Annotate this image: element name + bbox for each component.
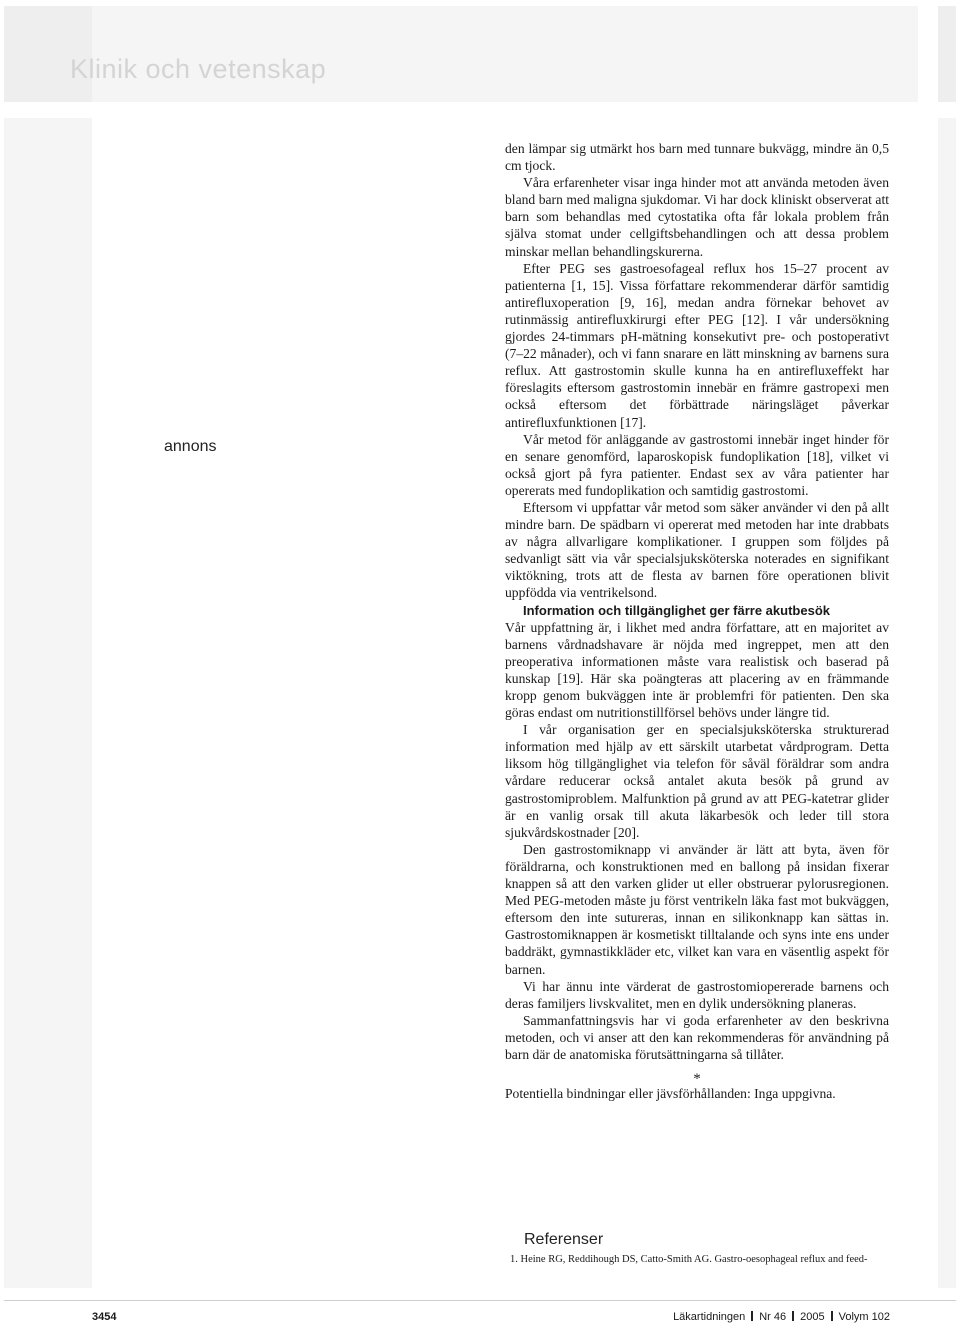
paragraph: I vår organisation ger en specialsjuksköterska strukturerad information med hjälp av ett särskilt utarbetat vårdprogram. Detta liksom hög tillgänglighet via telefon för såväl föräldrar som andra vårdare reducerar också antalet akuta besök på grund av gastrostomiproblem. Malfunktion på grund av att PEG-katetrar glider är en vanlig orsak till akuta läkarbesök och leder till stora sjukvårdskostnader [20]. — [505, 722, 889, 840]
paragraph: Sammanfattningsvis har vi goda erfarenheter av den beskrivna metoden, och vi anser att den kan rekommenderas för användning på barn där de anatomiska förutsättningarna så tillåter. — [505, 1012, 889, 1062]
subheading: Information och tillgänglighet ger färre akutbesök — [523, 602, 830, 618]
ad-label: annons — [164, 438, 217, 455]
year: 2005 — [800, 1311, 825, 1323]
separator — [751, 1311, 753, 1321]
paragraph: Den gastrostomiknapp vi använder är lätt att byta, även för föräldrarna, och konstruktionen med en ballong på insidan fixerar knappen så att den varken glider ut eller obstruerar pylorusregionen. Med PEG-metoden måste ju först ventrikeln läka fast mot bukväggen, eftersom den inte sutureras, innan en silikonknapp kan sättas in. Gastrostomiknappen är kosmetiskt tilltalande och syns inte ens under baddräkt, gymnastikkläder etc, vilket kan vara en väsentlig aspekt för barnen. — [505, 841, 889, 977]
references-heading: Referenser — [524, 1231, 604, 1248]
separator — [831, 1311, 833, 1321]
advertisement-area — [92, 118, 492, 658]
paragraph: Vi har ännu inte värderat de gastrostomiopererade barnens och deras familjers livskvalitet, men en dylik undersökning planeras. — [505, 978, 889, 1011]
header-band-right — [938, 6, 956, 102]
footer-divider — [4, 1300, 956, 1301]
paragraph: Efter PEG ses gastroesofageal reflux hos 15–27 procent av patienterna [1, 15]. Vissa författare rekommenderar därför samtidig antirefluxoperation [9, 16], medan andra förnekar behovet av rutinmässig antirefluxkirurgi efter PEG [12]. I vår undersökning gjordes 24-timmars pH-mätning konsekutivt pre- och postoperativt (7–22 månader), och vi fann snarare en lätt minskning av barnens sura reflux. Att gastrostomin skulle kunna ha en antirefluxeffekt har föreslagits eftersom gastrostomin innebär en främre gastropexi men också eftersom det förbättrade näringsläget påverkar antirefluxfunktionen [17]. — [505, 260, 889, 430]
conflicts-statement: Potentiella bindningar eller jävsförhållanden: Inga uppgivna. — [505, 1086, 836, 1102]
side-margin-right — [938, 118, 956, 1288]
section-divider-asterisk: * — [693, 1071, 701, 1088]
paragraph: Vår uppfattning är, i likhet med andra författare, att en majoritet av barnens vårdnadshavare är nöjda med ingreppet, men att den preoperativa informationen måste vara realistisk och baserad på kunskap [19]. Här ska poängteras att placering av en främmande kropp genom bukväggen inte är problemfri för patienten. Den ska göras endast om nutritionstillförsel behövs under längre tid. — [505, 619, 889, 721]
article-body — [505, 140, 889, 1102]
separator — [792, 1311, 794, 1321]
issue-number: Nr 46 — [759, 1311, 787, 1323]
paragraph: den lämpar sig utmärkt hos barn med tunnare bukvägg, mindre än 0,5 cm tjock. — [505, 141, 889, 174]
paragraph: Eftersom vi uppfattar vår metod som säker använder vi den på allt mindre barn. De spädbarn vi opererat med metoden har inte drabbats av några allvarligare komplikationer. I gruppen som följdes på sedvanligt sätt via vår specialsjuksköterska noterades en signifikant viktökning, trots att de flesta av barnen före operationen blivit uppfödda via ventrikelsond. — [505, 499, 889, 601]
journal-info — [673, 1311, 890, 1323]
side-margin-left — [4, 118, 92, 1288]
paragraph: Vår metod för anläggande av gastrostomi innebär inget hinder för en senare genomförd, laparoskopisk fundoplikation [18], vilket vi också gjort på fyra patienter. Endast sex av våra patienter har opererats med fundoplikation och samtidig gastrostomi. — [505, 431, 889, 498]
section-title: Klinik och vetenskap — [70, 54, 327, 84]
page-number: 3454 — [92, 1311, 117, 1323]
journal-name: Läkartidningen — [673, 1311, 746, 1323]
volume: Volym 102 — [838, 1311, 890, 1323]
paragraph: Våra erfarenheter visar inga hinder mot att använda metoden även bland barn med maligna sjukdomar. Vi har dock kliniskt observerat att barn som behandlas med cytostatika ofta får lokala problem från själva stomat under cellgiftsbehandlingen och att dessa problem minskar mellan behandlingskurerna. — [505, 175, 889, 259]
reference-item: 1. Heine RG, Reddihough DS, Catto-Smith AG. Gastro-oesophageal reflux and feed- — [510, 1254, 868, 1265]
